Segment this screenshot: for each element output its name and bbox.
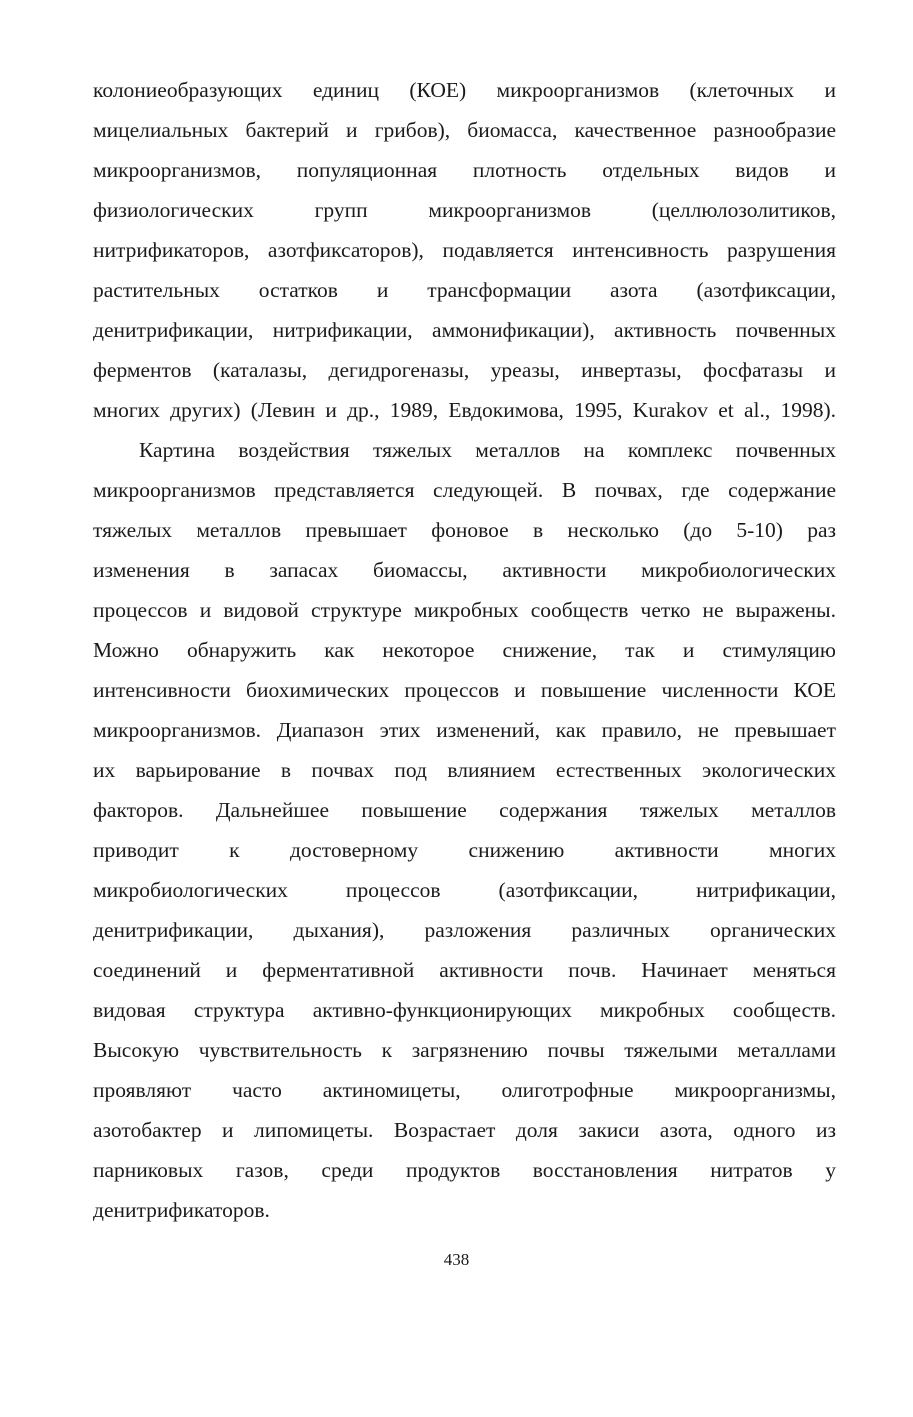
text-line: денитрификации, дыхания), разложения различных органических: [93, 918, 836, 942]
text-line: соединений и ферментативной активности почв. Начинает меняться: [93, 958, 836, 982]
text-line: их варьирование в почвах под влиянием естественных экологических: [93, 758, 836, 782]
text-line: интенсивности биохимических процессов и повышение численности КОЕ: [93, 678, 836, 702]
text-line: растительных остатков и трансформации азота (азотфиксации,: [93, 278, 836, 302]
text-line: колониеобразующих единиц (КОЕ) микроорганизмов (клеточных и: [93, 78, 836, 102]
text-line: приводит к достоверному снижению активности многих: [93, 838, 836, 862]
text-line: микроорганизмов, популяционная плотность отдельных видов и: [93, 158, 836, 182]
text-line: микроорганизмов представляется следующей. В почвах, где содержание: [93, 478, 836, 502]
text-line: проявляют часто актиномицеты, олиготрофные микроорганизмы,: [93, 1078, 836, 1102]
text-line: мицелиальных бактерий и грибов), биомасса, качественное разнообразие: [93, 118, 836, 142]
text-line: физиологических групп микроорганизмов (целлюлозолитиков,: [93, 198, 836, 222]
text-line: Картина воздействия тяжелых металлов на комплекс почвенных: [139, 438, 836, 462]
page-body: [93, 70, 836, 1230]
text-line: тяжелых металлов превышает фоновое в несколько (до 5-10) раз: [93, 518, 836, 542]
text-line: микробиологических процессов (азотфиксации, нитрификации,: [93, 878, 836, 902]
text-line: денитрификации, нитрификации, аммонификации), активность почвенных: [93, 318, 836, 342]
text-line: многих других) (Левин и др., 1989, Евдокимова, 1995, Kurakov et al., 1998).: [93, 398, 836, 422]
text-line: Можно обнаружить как некоторое снижение, так и стимуляцию: [93, 638, 836, 662]
text-line: видовая структура активно-функционирующих микробных сообществ.: [93, 998, 836, 1022]
text-line: процессов и видовой структуре микробных сообществ четко не выражены.: [93, 598, 836, 622]
text-line: денитрификаторов.: [93, 1198, 270, 1222]
text-line: Высокую чувствительность к загрязнению почвы тяжелыми металлами: [93, 1038, 836, 1062]
page-number: 438: [443, 1250, 470, 1269]
text-line: нитрификаторов, азотфиксаторов), подавляется интенсивность разрушения: [93, 238, 836, 262]
text-line: изменения в запасах биомассы, активности микробиологических: [93, 558, 836, 582]
paragraph-1: [93, 70, 836, 430]
text-line: ферментов (каталазы, дегидрогеназы, уреазы, инвертазы, фосфатазы и: [93, 358, 836, 382]
paragraph-2: [93, 430, 836, 1230]
text-line: парниковых газов, среди продуктов восстановления нитратов у: [93, 1158, 836, 1182]
text-line: азотобактер и липомицеты. Возрастает доля закиси азота, одного из: [93, 1118, 836, 1142]
text-line: микроорганизмов. Диапазон этих изменений, как правило, не превышает: [93, 718, 836, 742]
text-line: факторов. Дальнейшее повышение содержания тяжелых металлов: [93, 798, 836, 822]
